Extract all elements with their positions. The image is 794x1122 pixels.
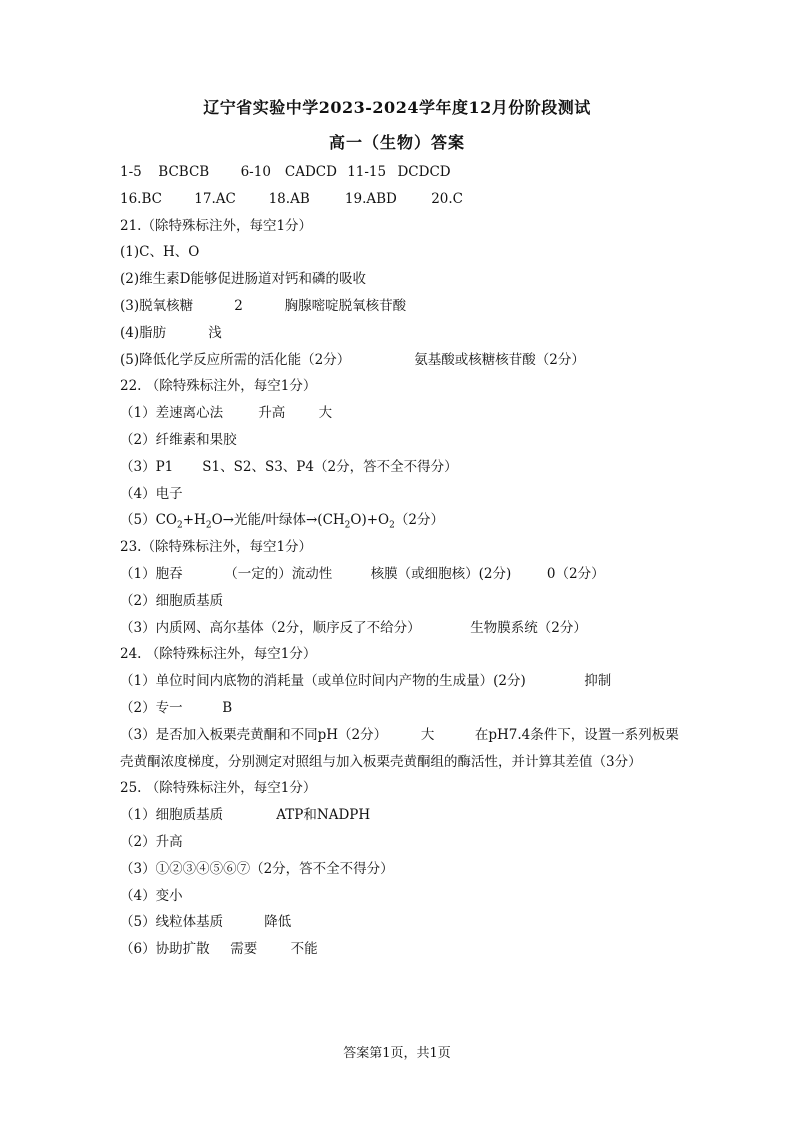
answer-blank: （3）内质网、高尔基体（2分，顺序反了不给分） [120, 619, 421, 636]
page-title: 辽宁省实验中学2023-2024学年度12月份阶段测试 [203, 98, 591, 117]
q21-line-3 [120, 297, 680, 324]
answer-blank: 胸腺嘧啶脱氧核苷酸 [284, 297, 407, 314]
q22-line-3 [120, 458, 680, 485]
q21-line-5 [120, 351, 680, 378]
answer-blank: (3)脱氧核糖 [120, 297, 194, 314]
q23-line-3 [120, 619, 680, 646]
equation-part: +H [182, 512, 206, 529]
q22-line-2: （2）纤维素和果胶 [120, 431, 237, 448]
q25-line-1 [120, 806, 680, 833]
answer-blank: 大 [318, 405, 333, 422]
q24-heading: 24. （除特殊标注外，每空1分） [120, 646, 317, 663]
q25-line-6 [120, 940, 680, 967]
mc-answer: 20.C [431, 190, 463, 207]
q22-line-1 [120, 404, 680, 431]
equation-part: （5）CO [120, 512, 177, 529]
answer-blank: ATP和NADPH [276, 807, 371, 824]
q24-line-3: （3）是否加入板栗壳黄酮和不同pH（2分） 大 在pH7.4条件下，设置一系列板栗壳黄酮浓度梯度，分别测定对照组与加入板栗壳黄酮组的酶活性，并计算其差值（3分） [120, 726, 679, 770]
q21-line-2: (2)维生素D能够促进肠道对钙和磷的吸收 [120, 271, 366, 288]
q25-line-3: （3）①②③④⑤⑥⑦（2分，答不全不得分） [120, 860, 394, 877]
q21-line-4 [120, 324, 680, 351]
answer-blank: （5）线粒体基质 [120, 914, 224, 931]
q22-line-5 [120, 511, 680, 538]
answer-blank: 升高 [258, 405, 286, 422]
answer-blank: 抑制 [584, 673, 612, 690]
q25-line-5 [120, 913, 680, 940]
answer-blank: 需要 [230, 941, 258, 958]
answer-blank: （1）差速离心法 [120, 405, 224, 422]
mc-answer: DCDCD [397, 164, 451, 180]
q23-heading: 23.（除特殊标注外，每空1分） [120, 539, 313, 556]
q25-line-4: （4）变小 [120, 887, 183, 904]
q21-heading: 21.（除特殊标注外，每空1分） [120, 217, 313, 234]
answer-blank: （3）P1 [120, 458, 174, 475]
answer-blank: 浅 [208, 324, 222, 341]
answer-blank: （6）协助扩散 [120, 941, 210, 958]
equation-subscript: 2 [205, 521, 212, 532]
answer-blank: (4)脂肪 [120, 324, 167, 341]
q22-heading: 22. （除特殊标注外，每空1分） [120, 378, 317, 395]
mc-range: 6-10 [240, 164, 271, 180]
answer-blank: B [222, 699, 233, 716]
q21-line-1: (1)C、H、O [120, 244, 200, 261]
answer-blank: （2）专一 [120, 699, 183, 716]
answer-blank: （1）细胞质基质 [120, 807, 224, 824]
answer-blank: S1、S2、S3、P4（2分，答不全不得分） [202, 458, 458, 475]
answer-blank: 0（2分） [546, 565, 605, 582]
mc-answer: 17.AC [194, 190, 236, 207]
q24-line-1 [120, 672, 680, 699]
page-subtitle: 高一（生物）答案 [328, 133, 465, 152]
answer-blank: 不能 [290, 941, 318, 958]
answer-blank: 2 [234, 297, 243, 314]
equation-part: O)+O [350, 512, 390, 529]
mc-answer: 16.BC [120, 190, 162, 207]
q23-line-1 [120, 565, 680, 592]
page-footer: 答案第1页，共1页 [343, 1046, 451, 1061]
answer-blank: 生物膜系统（2分） [470, 619, 587, 636]
answer-blank: 降低 [264, 914, 292, 931]
mc-range: 11-15 [347, 164, 387, 180]
answer-blank: （一定的）流动性 [224, 565, 333, 582]
equation-subscript: 2 [344, 521, 351, 532]
q25-line-2: （2）升高 [120, 833, 183, 850]
q22-line-4: （4）电子 [120, 485, 183, 502]
q23-line-2: （2）细胞质基质 [120, 592, 224, 609]
equation-part: （2分） [394, 512, 444, 529]
answer-content [120, 163, 680, 967]
answer-blank: （1）胞吞 [120, 565, 183, 582]
q25-heading: 25. （除特殊标注外，每空1分） [120, 780, 317, 797]
answer-blank: 氨基酸或核糖核苷酸（2分） [414, 351, 585, 368]
answer-blank: 核膜（或细胞核）(2分) [370, 565, 512, 582]
answer-blank: (5)降低化学反应所需的活化能（2分） [120, 351, 351, 368]
mc-row-2 [120, 190, 680, 217]
mc-row-1 [120, 163, 680, 190]
equation-subscript: 2 [389, 521, 395, 532]
mc-answer: BCBCB [158, 164, 210, 180]
equation-subscript: 2 [177, 521, 183, 532]
mc-answer: CADCD [284, 164, 337, 180]
equation-part: O→光能/叶绿体→(CH [211, 512, 345, 529]
mc-answer: 18.AB [268, 190, 310, 207]
mc-range: 1-5 [120, 164, 142, 180]
mc-answer: 19.ABD [344, 190, 397, 207]
answer-blank: （1）单位时间内底物的消耗量（或单位时间内产物的生成量）(2分) [120, 673, 526, 690]
